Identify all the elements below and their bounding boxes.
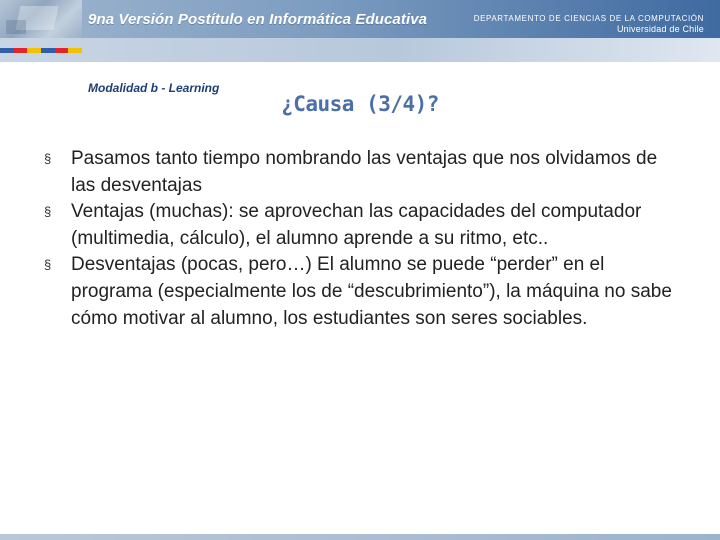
bullet-text: Ventajas (muchas): se aprovechan las capacidades del computador (multimedia, cálculo), el alumno aprende a su ritmo, etc.. (71, 201, 642, 249)
bullet-text: Pasamos tanto tiempo nombrando las ventajas que nos olvidamos de las desventajas (71, 148, 658, 196)
slide-title: ¿Causa (3/4)? (281, 92, 439, 116)
program-title: 9na Versión Postítulo en Informática Educativa (88, 11, 428, 28)
header-photo (0, 0, 82, 38)
bullet-marker: § (44, 257, 52, 273)
bullet-list (44, 146, 684, 332)
color-strip-segment (0, 48, 14, 53)
color-strip-segment (27, 48, 41, 53)
header-banner (0, 0, 720, 38)
department-label (474, 13, 704, 35)
bullet-item (44, 199, 684, 252)
color-strip (0, 48, 82, 53)
color-strip-segment (14, 48, 28, 53)
footer-bar (0, 534, 720, 540)
bullet-item (44, 146, 684, 199)
color-strip-segment (55, 48, 69, 53)
color-strip-segment (68, 48, 82, 53)
university-name: Universidad de Chile (616, 24, 704, 34)
color-strip-segment (41, 48, 55, 53)
modality-bar (0, 38, 720, 95)
bullet-marker: § (44, 204, 52, 220)
bullet-text: Desventajas (pocas, pero…) El alumno se puede “perder” en el programa (especialmente los de “descubrimiento”), la máquina no sabe cómo motivar al alumno, los estudiantes son seres sociables. (71, 254, 672, 329)
modality-label: Modalidad b - Learning (88, 81, 220, 95)
bullet-marker: § (44, 151, 52, 166)
department-name: DEPARTAMENTO DE CIENCIAS DE LA COMPUTACIÓN (473, 14, 704, 23)
bullet-item (44, 252, 684, 332)
